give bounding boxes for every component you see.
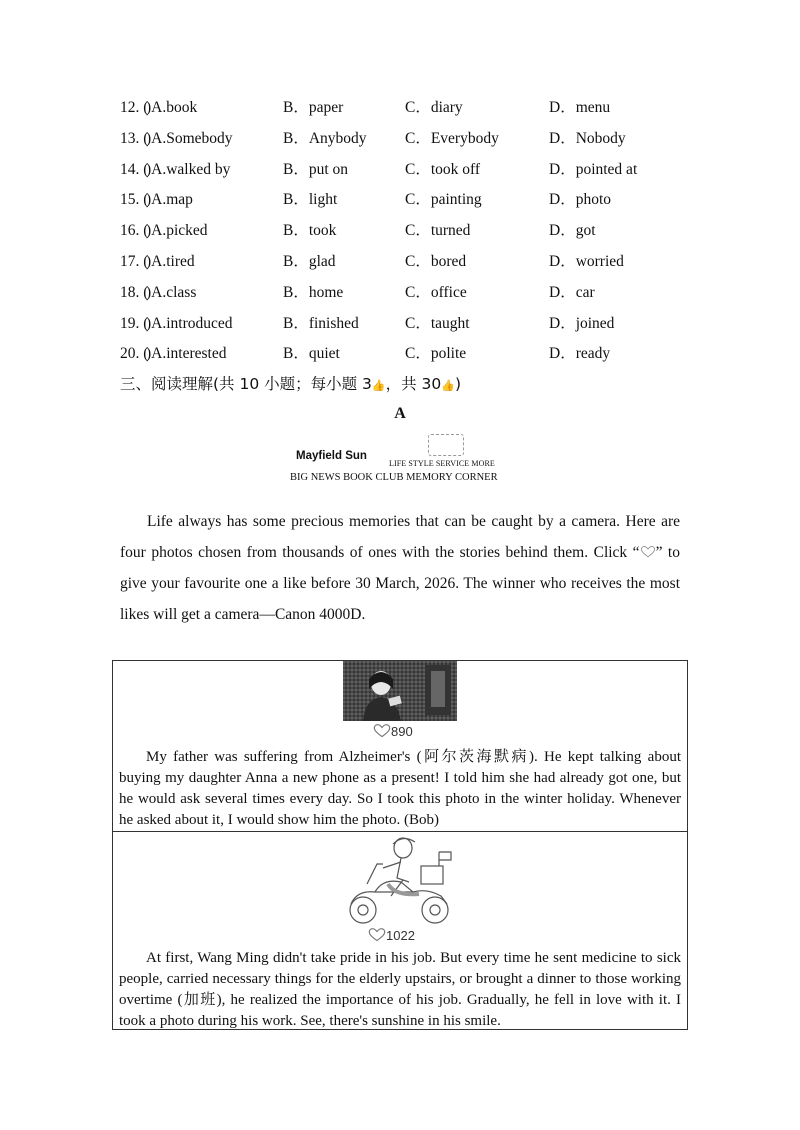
option-a: )A.book: [146, 99, 198, 116]
intro-text-before: Life always has some precious memories that can be caught by a camera. Here are four photos chosen from thousands of ones with the stories behind them. Click “: [120, 513, 680, 561]
thumb-icon: 👍: [371, 379, 386, 392]
option-d: D．menu: [549, 99, 611, 116]
photo-grandfather-image: [343, 661, 457, 721]
option-d: D．photo: [549, 191, 612, 209]
option-c: C．polite: [405, 345, 467, 363]
photo-card-1: [112, 660, 688, 832]
likes-count-2[interactable]: [368, 928, 415, 943]
option-c: C．office: [405, 283, 467, 301]
newspaper-submenu: LIFE STYLE SERVICE MORE: [389, 459, 495, 468]
question-number: 18. (: [120, 283, 149, 301]
option-b: B．took: [283, 222, 337, 240]
option-b: B．finished: [283, 314, 359, 332]
photo-delivery-rider-image: [343, 834, 459, 928]
intro-text-after: ” to give your favourite one a like before 30 March, 2026. The winner who receives the most likes will get a camera—Canon 4000D.: [120, 544, 680, 623]
question-number: 15. (: [120, 191, 149, 209]
option-a: )A.picked: [146, 222, 208, 240]
option-b: B．paper: [283, 99, 344, 116]
question-number: 12. (: [120, 99, 149, 116]
option-d: D．worried: [549, 253, 624, 270]
option-d: D．pointed at: [549, 160, 638, 178]
option-c: C．painting: [405, 191, 482, 209]
question-number: 19. (: [120, 314, 149, 332]
question-number: 13. (: [120, 129, 149, 147]
likes-count-1[interactable]: [373, 724, 413, 739]
option-a: )A.tired: [146, 253, 195, 270]
card-1-text: [119, 747, 681, 831]
option-d: D．joined: [549, 314, 615, 332]
option-c: C．taught: [405, 314, 470, 332]
heart-icon[interactable]: [368, 928, 386, 942]
section-title-part3: ): [454, 375, 462, 393]
option-a: )A.map: [146, 191, 193, 209]
option-c: C．diary: [405, 99, 463, 116]
heart-icon: [640, 546, 656, 558]
question-number: 17. (: [120, 253, 149, 270]
newspaper-nav: BIG NEWS BOOK CLUB MEMORY CORNER: [290, 472, 498, 483]
option-d: D．Nobody: [549, 129, 626, 147]
option-c: C．took off: [405, 160, 481, 178]
option-c: C．Everybody: [405, 129, 499, 147]
heart-icon[interactable]: [373, 724, 391, 738]
option-a: )A.walked by: [146, 160, 231, 178]
card-2-paragraph: At first, Wang Ming didn't take pride in his job. But every time he sent medicine to sick people, carried necessary things for the elderly upstairs, or brought a dinner to those working overtime (加班), he realized the importance of his job. Gradually, he fell in love with it. I took a photo during his work. See, there's sunshine in his smile.: [119, 950, 681, 1029]
section-title-part2: ，共 30: [385, 375, 442, 393]
option-c: C．turned: [405, 222, 471, 240]
option-a: )A.introduced: [146, 314, 233, 332]
option-a: )A.class: [146, 283, 197, 301]
option-b: B．Anybody: [283, 129, 367, 147]
option-a: )A.interested: [146, 345, 227, 363]
question-number: 14. (: [120, 160, 149, 178]
question-number: 20. (: [120, 345, 149, 363]
option-d: D．got: [549, 222, 596, 240]
newspaper-brand: Mayfield Sun: [296, 450, 367, 462]
question-number: 16. (: [120, 222, 149, 240]
section-title-part1: 三、阅读理解(共 10 小题；每小题 3: [120, 375, 372, 393]
option-b: B．home: [283, 283, 344, 301]
likes-value: 890: [391, 724, 413, 739]
card-2-text: [119, 948, 681, 1032]
thumb-icon: 👍: [441, 379, 455, 392]
card-1-paragraph: My father was suffering from Alzheimer's (阿尔茨海默病). He kept talking about buying my daughter Anna a new phone as a present! I told him she had already got one, but he would ask several times every day. So I took this photo in the winter holiday. Whenever he asked about it, I would show him the photo. (Bob): [119, 749, 681, 828]
option-d: D．ready: [549, 345, 611, 363]
photo-card-2: [112, 832, 688, 1030]
option-b: B．light: [283, 191, 338, 209]
likes-value: 1022: [386, 928, 415, 943]
newspaper-logo-icon: [428, 434, 464, 456]
intro-paragraph: [120, 506, 680, 630]
option-b: B．put on: [283, 160, 349, 178]
section-title: [120, 372, 461, 398]
option-a: )A.Somebody: [146, 129, 233, 147]
option-b: B．quiet: [283, 345, 340, 363]
option-b: B．glad: [283, 253, 336, 270]
option-d: D．car: [549, 283, 595, 301]
part-label: A: [394, 405, 406, 422]
option-c: C．bored: [405, 253, 467, 270]
